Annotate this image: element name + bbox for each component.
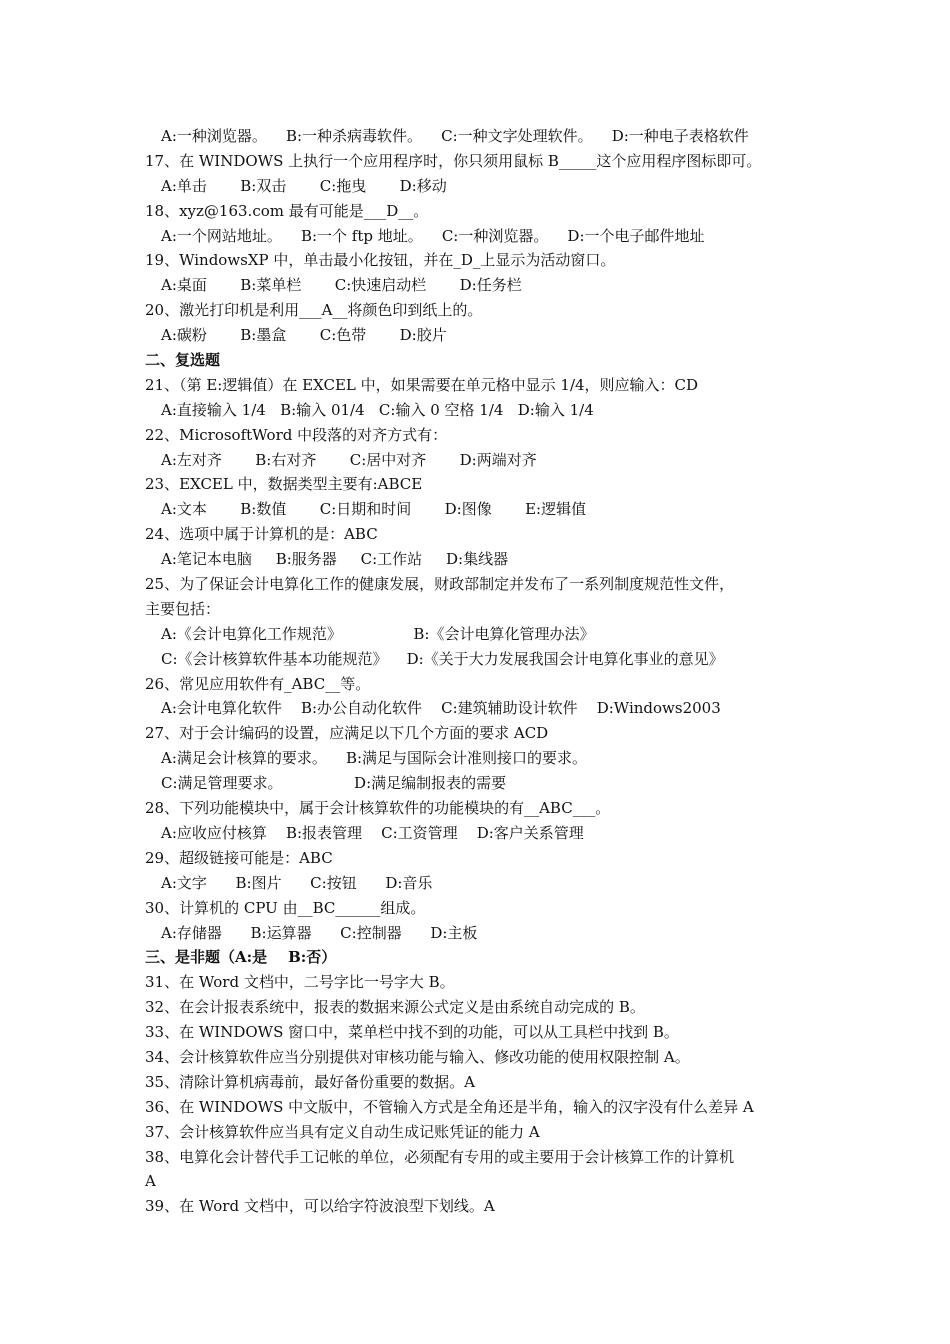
question-28: 28、下列功能模块中，属于会计核算软件的功能模块的有__ABC___。 bbox=[145, 799, 611, 818]
answer-options: A:笔记本电脑 B:服务器 C:工作站 D:集线器 bbox=[161, 550, 509, 569]
question-38: 38、电算化会计替代手工记帐的单位，必须配有专用的或主要用于会计核算工作的计算机 bbox=[145, 1147, 735, 1166]
question-33: 33、在 WINDOWS 窗口中，菜单栏中找不到的功能，可以从工具栏中找到 B。 bbox=[145, 1023, 679, 1042]
answer-options: A:一个网站地址。 B:一个 ftp 地址。 C:一种浏览器。 D:一个电子邮件地址 bbox=[161, 226, 705, 245]
answer-options: A:存储器 B:运算器 C:控制器 D:主板 bbox=[161, 923, 478, 942]
question-30: 30、计算机的 CPU 由__BC______组成。 bbox=[145, 898, 426, 917]
question-38-continued: A bbox=[145, 1172, 156, 1191]
answer-options: A:文字 B:图片 C:按钮 D:音乐 bbox=[161, 873, 433, 892]
answer-options: A:应收应付核算 B:报表管理 C:工资管理 D:客户关系管理 bbox=[161, 823, 584, 842]
question-24: 24、选项中属于计算机的是：ABC bbox=[145, 525, 378, 544]
answer-options: A:满足会计核算的要求。 B:满足与国际会计准则接口的要求。 bbox=[161, 749, 588, 768]
answer-options: A:《会计电算化工作规范》 B:《会计电算化管理办法》 bbox=[161, 624, 595, 643]
question-27: 27、对于会计编码的设置，应满足以下几个方面的要求 ACD bbox=[145, 724, 549, 743]
answer-options: A:会计电算化软件 B:办公自动化软件 C:建筑辅助设计软件 D:Windows2003 bbox=[161, 699, 721, 718]
answer-options: A:一种浏览器。 B:一种杀病毒软件。 C:一种文字处理软件。 D:一种电子表格软件 bbox=[161, 127, 749, 145]
question-35: 35、清除计算机病毒前，最好备份重要的数据。A bbox=[145, 1072, 475, 1091]
question-17: 17、在 WINDOWS 上执行一个应用程序时，你只须用鼠标 B_____这个应用程序图标即可。 bbox=[145, 151, 762, 170]
answer-options: A:直接输入 1/4 B:输入 01/4 C:输入 0 空格 1/4 D:输入 1/4 bbox=[161, 400, 594, 419]
question-32: 32、在会计报表系统中，报表的数据来源公式定义是由系统自动完成的 B。 bbox=[145, 998, 645, 1017]
question-25: 25、为了保证会计电算化工作的健康发展，财政部制定并发布了一系列制度规范性文件， bbox=[145, 575, 735, 594]
question-31: 31、在 Word 文档中，二号字比一号字大 B。 bbox=[145, 973, 455, 992]
answer-options: C:《会计核算软件基本功能规范》 D:《关于大力发展我国会计电算化事业的意见》 bbox=[161, 649, 724, 668]
question-18: 18、xyz@163.com 最有可能是___D__。 bbox=[145, 201, 429, 220]
question-39: 39、在 Word 文档中，可以给字符波浪型下划线。A bbox=[145, 1197, 495, 1216]
section-heading-true-false: 三、是非题（A:是 B:否） bbox=[145, 948, 337, 967]
answer-options: A:单击 B:双击 C:拖曳 D:移动 bbox=[161, 176, 447, 195]
question-26: 26、常见应用软件有_ABC__等。 bbox=[145, 674, 371, 693]
answer-options: A:文本 B:数值 C:日期和时间 D:图像 E:逻辑值 bbox=[161, 500, 587, 519]
section-heading-multiple-choice: 二、复选题 bbox=[145, 351, 221, 370]
question-19: 19、WindowsXP 中，单击最小化按钮，并在_D_上显示为活动窗口。 bbox=[145, 251, 616, 270]
question-22: 22、MicrosoftWord 中段落的对齐方式有： bbox=[145, 425, 448, 444]
question-34: 34、会计核算软件应当分别提供对审核功能与输入、修改功能的使用权限控制 A。 bbox=[145, 1047, 690, 1066]
question-23: 23、EXCEL 中，数据类型主要有:ABCE bbox=[145, 475, 423, 494]
question-37: 37、会计核算软件应当具有定义自动生成记账凭证的能力 A bbox=[145, 1122, 540, 1141]
document-page bbox=[145, 124, 825, 1219]
question-25-continued: 主要包括： bbox=[145, 599, 221, 618]
question-36: 36、在 WINDOWS 中文版中，不管输入方式是全角还是半角，输入的汉字没有什么差异 A bbox=[145, 1097, 754, 1116]
question-29: 29、超级链接可能是：ABC bbox=[145, 848, 333, 867]
question-21: 21、（第 E:逻辑值）在 EXCEL 中，如果需要在单元格中显示 1/4，则应输入：CD bbox=[145, 375, 699, 394]
answer-options: A:碳粉 B:墨盒 C:色带 D:胶片 bbox=[161, 326, 447, 345]
answer-options: A:左对齐 B:右对齐 C:居中对齐 D:两端对齐 bbox=[161, 450, 537, 469]
answer-options: C:满足管理要求。 D:满足编制报表的需要 bbox=[161, 774, 507, 793]
answer-options: A:桌面 B:菜单栏 C:快速启动栏 D:任务栏 bbox=[161, 276, 522, 295]
question-20: 20、激光打印机是利用___A__将颜色印到纸上的。 bbox=[145, 301, 483, 320]
